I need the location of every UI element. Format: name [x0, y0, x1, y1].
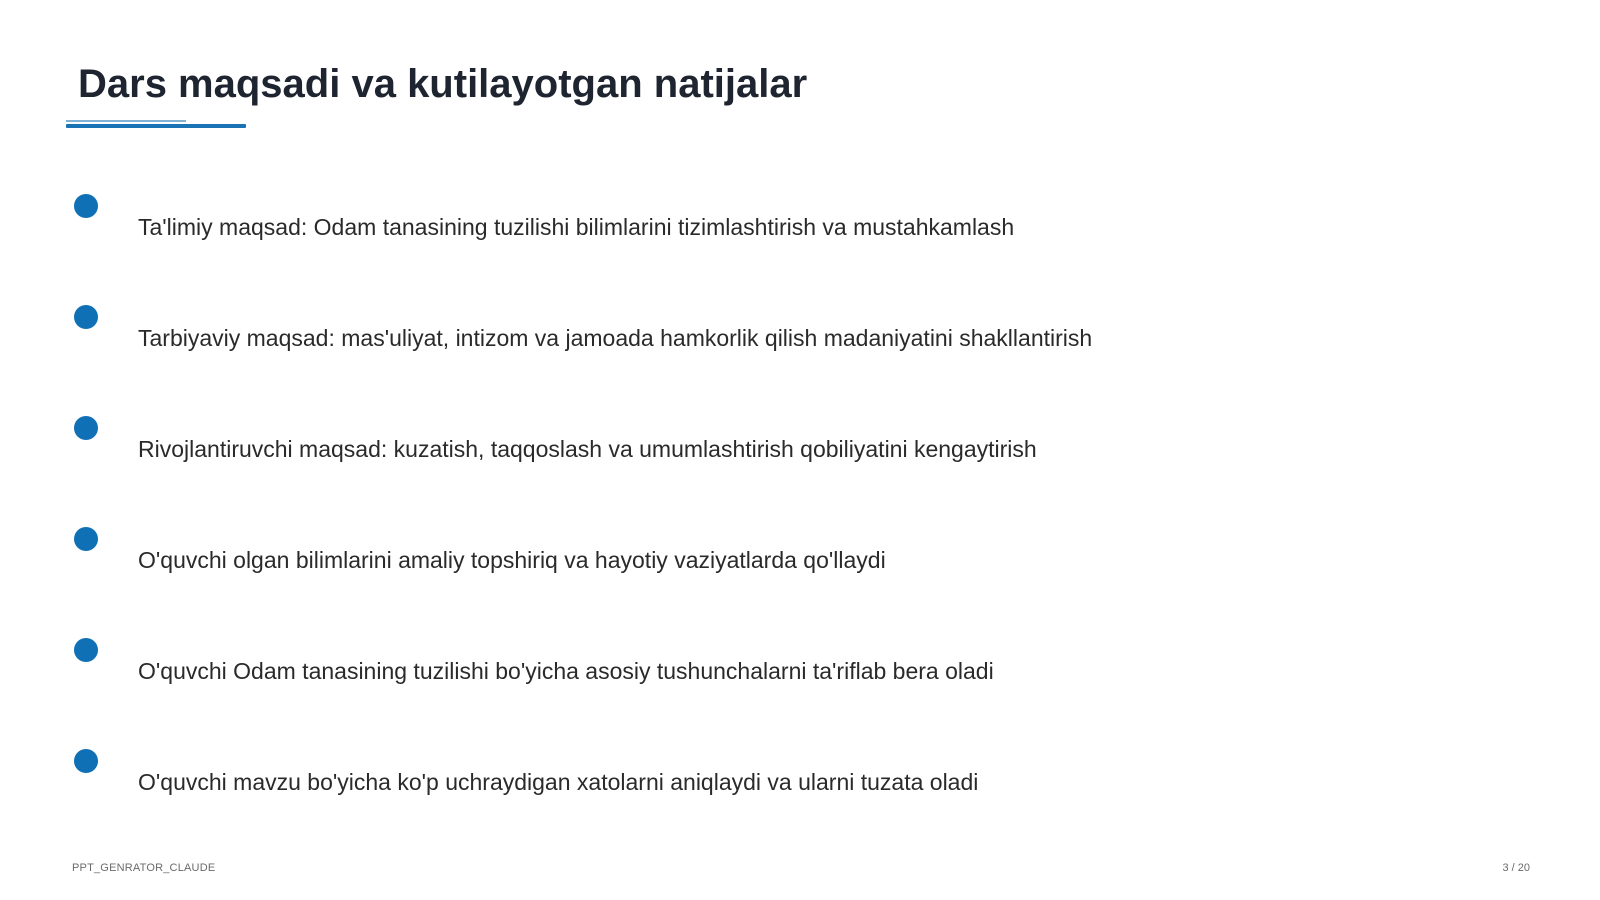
bullet-text: O'quvchi Odam tanasining tuzilishi bo'yicha asosiy tushunchalarni ta'riflab bera oladi: [138, 658, 994, 684]
bullet-item-2: [0, 305, 1600, 365]
bullet-dot-icon: [74, 194, 98, 218]
bullet-text: Tarbiyaviy maqsad: mas'uliyat, intizom va jamoada hamkorlik qilish madaniyatini shakllantirish: [138, 325, 1093, 351]
slide-title: Dars maqsadi va kutilayotgan natijalar: [78, 62, 808, 106]
footer-source-label: PPT_GENRATOR_CLAUDE: [72, 862, 216, 874]
bullet-item-1: [0, 194, 1600, 254]
bullet-text: O'quvchi olgan bilimlarini amaliy topshiriq va hayotiy vaziyatlarda qo'llaydi: [138, 547, 886, 573]
page-indicator: 3 / 20: [1502, 862, 1530, 874]
bullet-text: O'quvchi mavzu bo'yicha ko'p uchraydigan xatolarni aniqlaydi va ularni tuzata oladi: [138, 769, 979, 795]
bullet-text: Ta'limiy maqsad: Odam tanasining tuzilishi bilimlarini tizimlashtirish va mustahkamlash: [138, 214, 1015, 240]
bullet-item-6: [0, 749, 1600, 809]
bullet-item-5: [0, 638, 1600, 698]
bullet-text: Rivojlantiruvchi maqsad: kuzatish, taqqoslash va umumlashtirish qobiliyatini kengaytirish: [138, 436, 1037, 462]
bullet-item-3: [0, 416, 1600, 476]
bullet-dot-icon: [74, 527, 98, 551]
title-underline-thin: [66, 120, 186, 122]
bullet-dot-icon: [74, 305, 98, 329]
title-underline: [66, 124, 246, 128]
bullet-dot-icon: [74, 638, 98, 662]
bullet-dot-icon: [74, 749, 98, 773]
bullet-item-4: [0, 527, 1600, 587]
bullet-dot-icon: [74, 416, 98, 440]
